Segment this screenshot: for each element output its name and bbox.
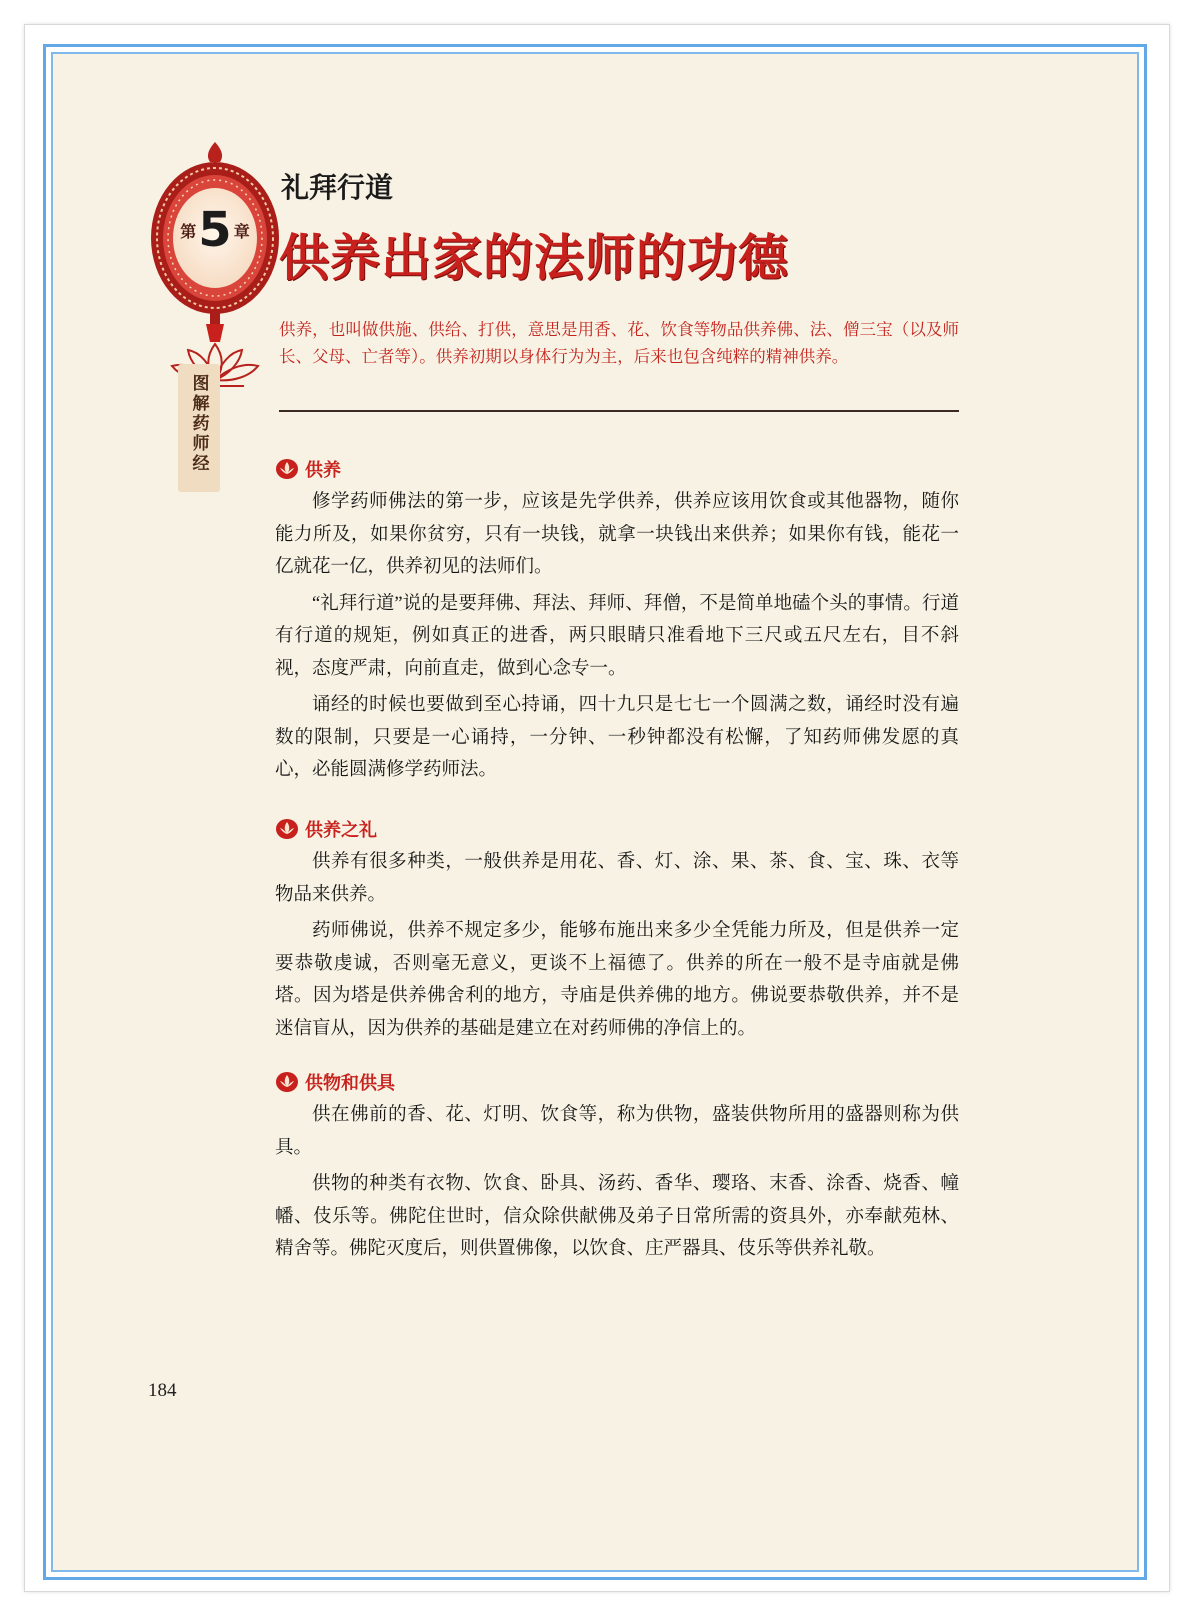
finial-icon: [208, 142, 222, 162]
section-heading: [275, 454, 959, 484]
page-title: 供养出家的法师的功德: [279, 228, 789, 287]
section-gongyang-zhi-li: [275, 814, 959, 1049]
section-title: 供养之礼: [305, 820, 377, 841]
paragraph: 药师佛说，供养不规定多少，能够布施出来多少全凭能力所及，但是供养一定要恭敬虔诚，否则毫无意义，更谈不上福德了。供养的所在一般不是寺庙就是佛塔。因为塔是供养佛舍利的地方，寺庙是供养佛的地方。佛说要恭敬供养，并不是迷信盲从，因为供养的基础是建立在对药师佛的净信上的。: [275, 921, 959, 1039]
section-title: 供养: [305, 460, 341, 481]
paragraph: 供养有很多种类，一般供养是用花、香、灯、涂、果、茶、食、宝、珠、衣等物品来供养。: [275, 852, 959, 905]
chapter-label: [148, 200, 282, 260]
tassel-knot-icon: [206, 324, 224, 342]
paragraph: 诵经的时候也要做到至心持诵，四十九只是七七一个圆满之数，诵经时没有遍数的限制，只要是一心诵持，一分钟、一秒钟都没有松懈，了知药师佛发愿的真心，必能圆满修学药师法。: [275, 695, 959, 780]
lotus-bullet-icon: [275, 818, 299, 840]
page-number: 184: [148, 1380, 177, 1401]
chapter-suffix: 章: [233, 221, 250, 241]
divider: [279, 410, 959, 412]
section-heading: [275, 814, 959, 844]
book-title-tab: [178, 364, 220, 492]
section-gongyang: [275, 454, 959, 791]
paragraph: 修学药师佛法的第一步，应该是先学供养，供养应该用饮食或其他器物，随你能力所及，如果你贫穷，只有一块钱，就拿一块钱出来供养；如果你有钱，能花一亿就花一亿，供养初见的法师们。: [275, 492, 959, 577]
section-heading: [275, 1067, 959, 1097]
paragraph: “礼拜行道”说的是要拜佛、拜法、拜师、拜僧，不是简单地磕个头的事情。行道有行道的规矩，例如真正的进香，两只眼睛只准看地下三尺或五尺左右，目不斜视，态度严肃，向前直走，做到心念专一。: [275, 593, 959, 679]
lotus-bullet-icon: [275, 458, 299, 480]
intro-paragraph: 供养，也叫做供施、供给、打供，意思是用香、花、饮食等物品供养佛、法、僧三宝（以及师长、父母、亡者等）。供养初期以身体行为为主，后来也包含纯粹的精神供养。: [279, 320, 959, 366]
section-title: 供物和供具: [305, 1073, 395, 1094]
section-gongwu-he-gongju: [275, 1067, 959, 1270]
book-title-vertical: 图解药师经: [188, 374, 209, 474]
lotus-bullet-icon: [275, 1071, 299, 1093]
chapter-number: 5: [198, 202, 232, 258]
paragraph: 供物的种类有衣物、饮食、卧具、汤药、香华、璎珞、末香、涂香、烧香、幢幡、伎乐等。佛陀住世时，信众除供献佛及弟子日常所需的资具外，亦奉献苑林、精舍等。佛陀灭度后，则供置佛像，以饮食、庄严器具、伎乐等供养礼敬。: [275, 1174, 959, 1259]
section-kicker: 礼拜行道: [281, 171, 394, 204]
chapter-prefix: 第: [180, 221, 197, 241]
paragraph: 供在佛前的香、花、灯明、饮食等，称为供物，盛装供物所用的盛器则称为供具。: [275, 1105, 959, 1158]
book-page: [51, 52, 1139, 1572]
